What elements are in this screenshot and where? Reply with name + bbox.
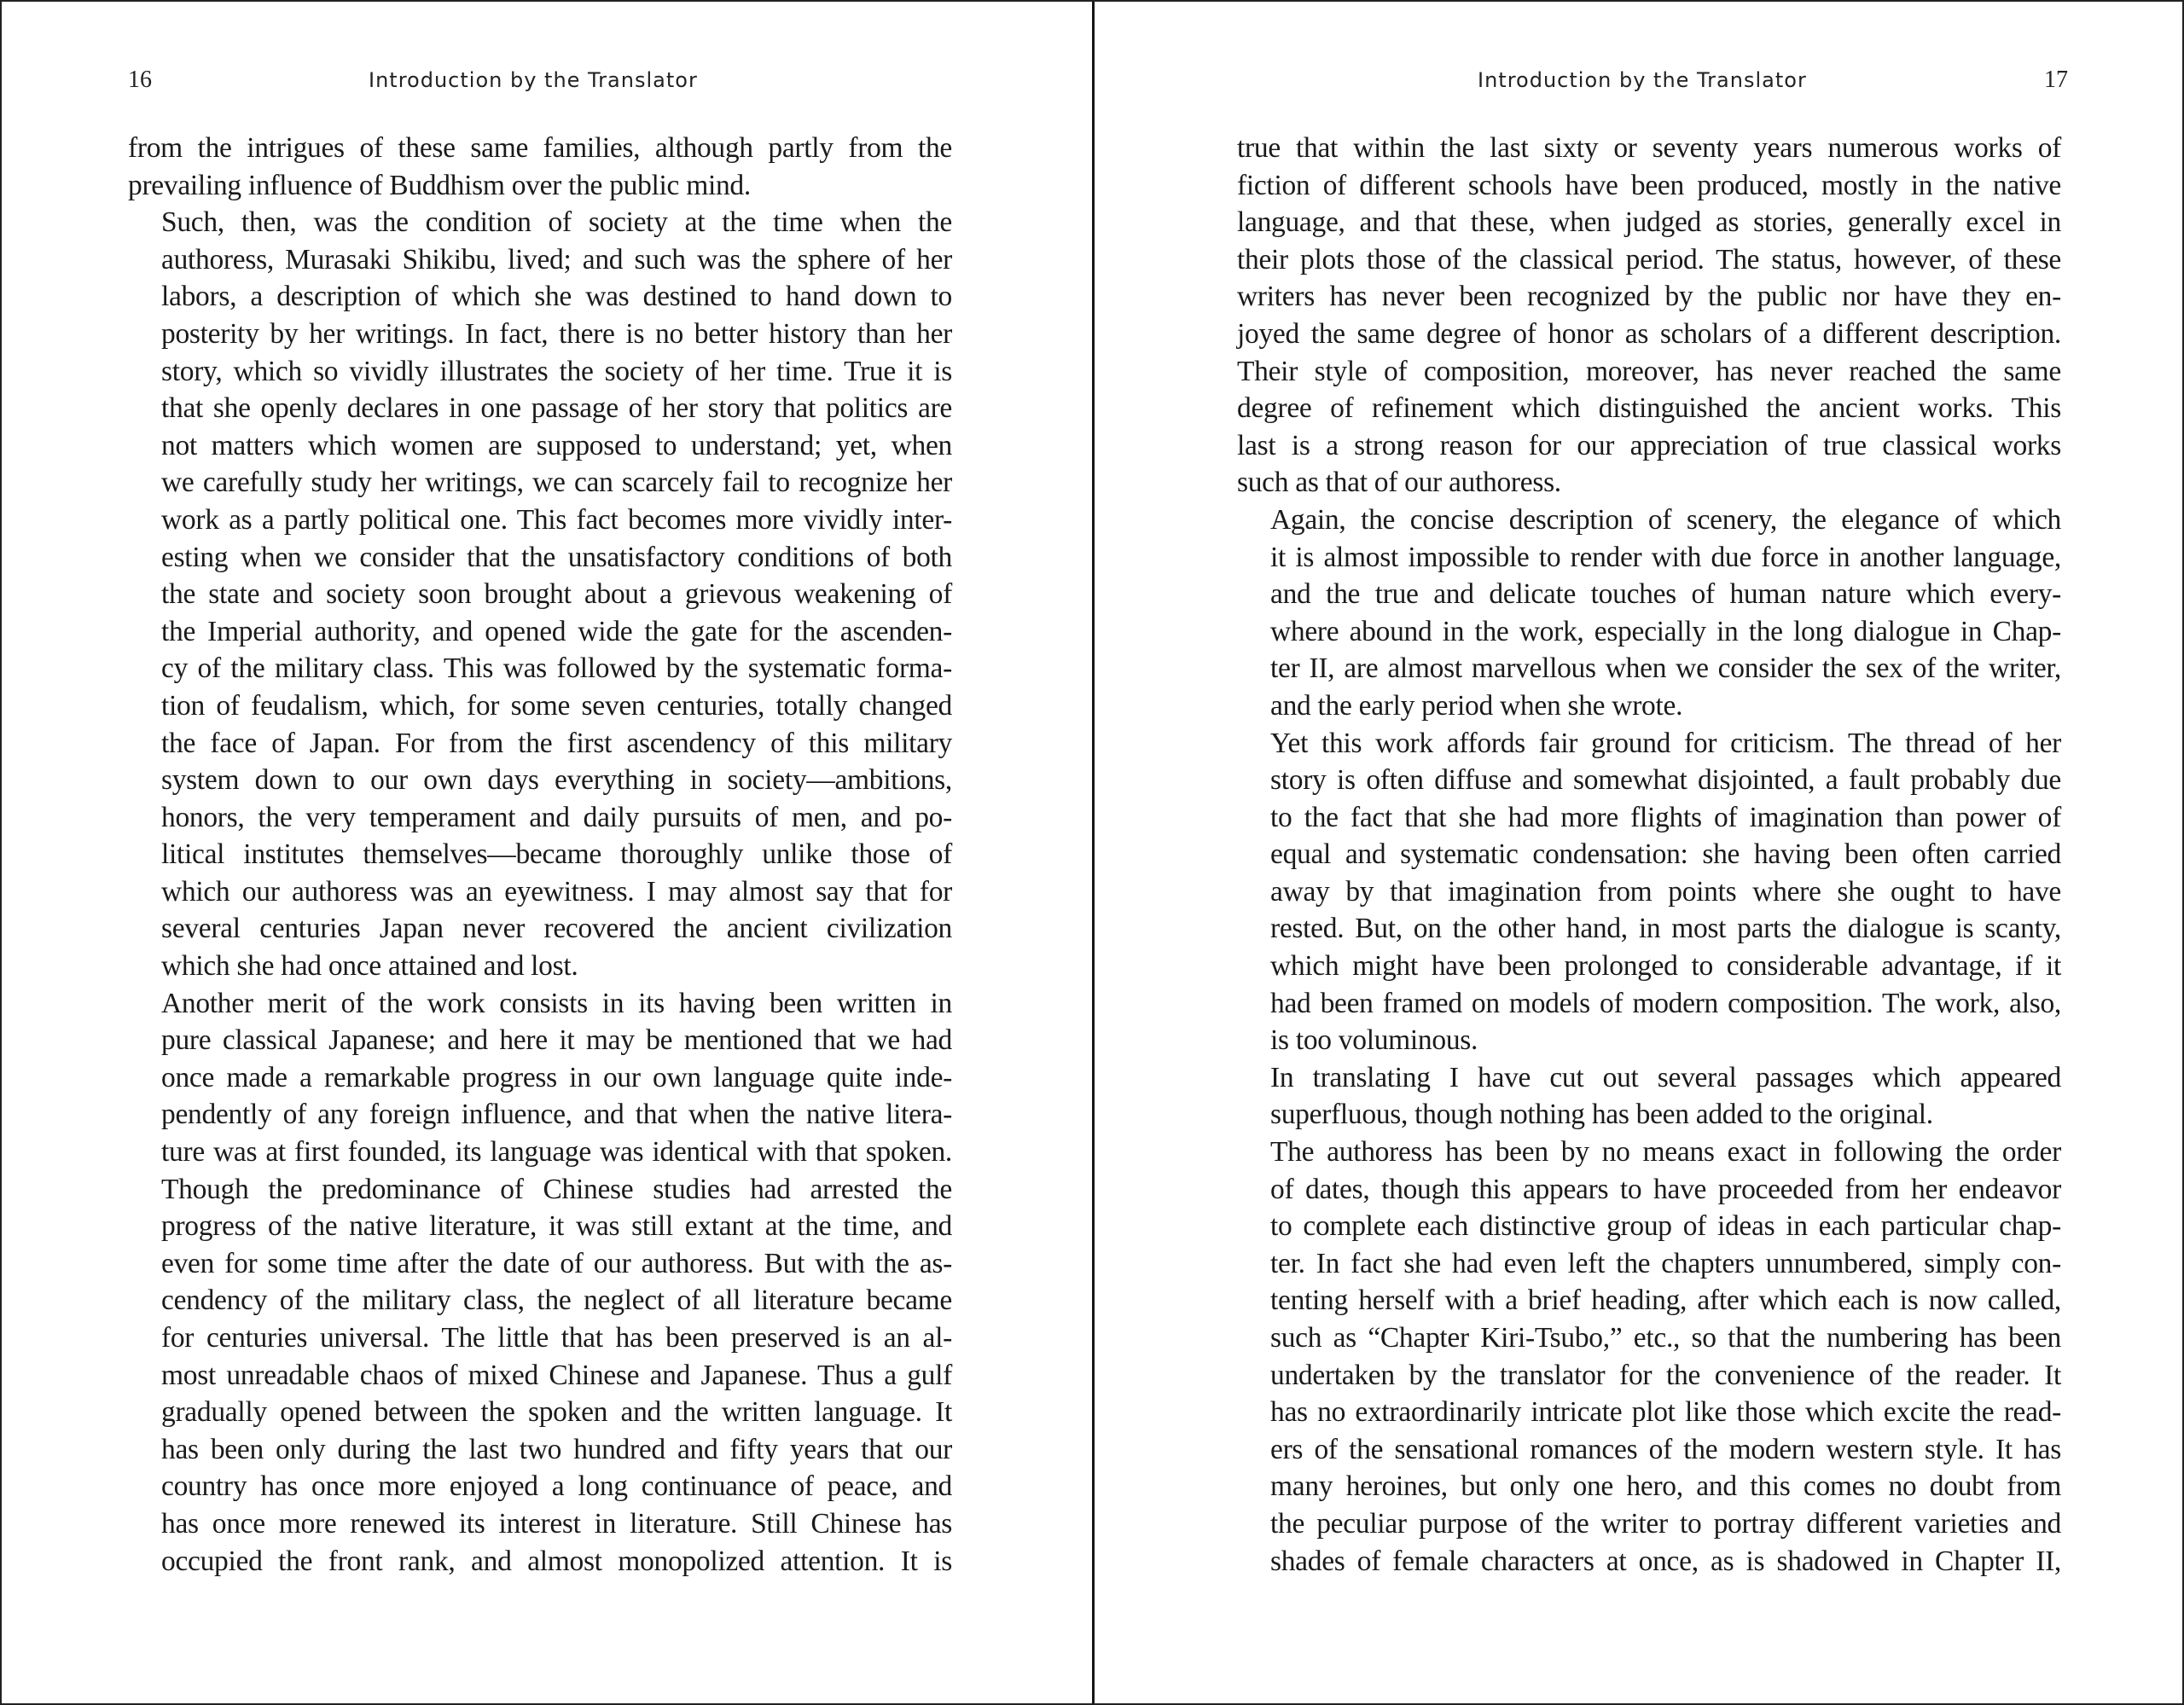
text-line: labors, a description of which she was destined to hand down to	[161, 281, 952, 313]
text-line: progress of the native literature, it was still extant at the time, and	[161, 1210, 952, 1243]
text-line: several centuries Japan never recovered the ancient civilization	[161, 913, 952, 945]
paragraph	[1237, 502, 2061, 725]
text-line: ers of the sensational romances of the modern western style. It has	[1270, 1433, 2061, 1465]
text-line: ter. In fact she had even left the chapters unnumbered, simply con-	[1270, 1247, 2061, 1279]
paragraph	[1237, 1059, 2061, 1134]
text-line: which our authoress was an eyewitness. I may almost say that for	[161, 875, 952, 908]
text-line: language, and that these, when judged as stories, generally excel in	[1237, 206, 2061, 239]
text-line: the Imperial authority, and opened wide the gate for the ascenden-	[161, 615, 952, 647]
text-line: gradually opened between the spoken and the written language. It	[161, 1396, 952, 1429]
paragraph	[1237, 725, 2061, 1059]
text-line: the peculiar purpose of the writer to portray different varieties and	[1270, 1507, 2061, 1540]
paragraph	[128, 204, 952, 984]
text-line: rested. But, on the other hand, in most parts the dialogue is scanty,	[1270, 913, 2061, 945]
text-line: for centuries universal. The little that has been preserved is an al-	[161, 1322, 952, 1354]
text-line: even for some time after the date of our authoress. But with the as-	[161, 1247, 952, 1279]
text-line: not matters which women are supposed to understand; yet, when	[161, 429, 952, 461]
text-line: story is often diffuse and somewhat disjointed, a fault probably due	[1270, 764, 2061, 797]
text-line: that she openly declares in one passage of her story that politics are	[161, 392, 952, 425]
text-line: most unreadable chaos of mixed Chinese and Japanese. Thus a gulf	[161, 1359, 952, 1391]
text-line: the state and society soon brought about a grievous weakening of	[161, 578, 952, 611]
text-line: from the intrigues of these same families, although partly from the	[128, 132, 952, 164]
text-line: we carefully study her writings, we can scarcely fail to recognize her	[161, 467, 952, 499]
text-line: Again, the concise description of scenery, the elegance of which	[1270, 503, 2061, 536]
text-line: their plots those of the classical period. The status, however, of these	[1237, 243, 2061, 275]
paragraph	[128, 985, 952, 1580]
text-line: ture was at first founded, its language was identical with that spoken.	[161, 1136, 952, 1169]
text-line: honors, the very temperament and daily pursuits of men, and po-	[161, 801, 952, 833]
text-line: tion of feudalism, which, for some seven centuries, totally changed	[161, 689, 952, 722]
body-text	[128, 130, 952, 1580]
text-line: of dates, though this appears to have proceeded from her endeavor	[1270, 1173, 2061, 1205]
page-number: 17	[2044, 67, 2068, 93]
text-line: true that within the last sixty or seventy years numerous works of	[1237, 132, 2061, 164]
text-line: joyed the same degree of honor as scholars of a different description.	[1237, 317, 2061, 350]
text-line: to complete each distinctive group of ideas in each particular chap-	[1270, 1210, 2061, 1243]
text-line: which might have been prolonged to considerable advantage, if it	[1270, 950, 2061, 983]
text-line: prevailing influence of Buddhism over the public mind.	[128, 169, 751, 201]
text-line: is too voluminous.	[1270, 1024, 1478, 1057]
text-line: cy of the military class. This was followed by the systematic forma-	[161, 652, 952, 685]
text-line: country has once more enjoyed a long continuance of peace, and	[161, 1470, 952, 1503]
text-line: Another merit of the work consists in its having been written in	[161, 987, 952, 1019]
running-head: Introduction by the Translator	[1478, 68, 1807, 92]
text-line: story, which so vividly illustrates the society of her time. True it is	[161, 355, 952, 387]
paragraph	[1237, 1134, 2061, 1580]
text-line: such as “Chapter Kiri-Tsubo,” etc., so that the numbering has been	[1270, 1322, 2061, 1354]
text-line: such as that of our authoress.	[1237, 467, 1561, 499]
text-line: pure classical Japanese; and here it may be mentioned that we had	[161, 1024, 952, 1057]
text-line: work as a partly political one. This fact becomes more vividly inter-	[161, 503, 952, 536]
text-line: esting when we consider that the unsatisfactory conditions of both	[161, 541, 952, 573]
text-line: it is almost impossible to render with due force in another language,	[1270, 541, 2061, 573]
paragraph	[128, 130, 952, 204]
text-line: has no extraordinarily intricate plot like those which excite the read-	[1270, 1396, 2061, 1429]
text-line: where abound in the work, especially in the long dialogue in Chap-	[1270, 615, 2061, 647]
left-page	[2, 2, 1092, 1703]
running-head: Introduction by the Translator	[369, 68, 698, 92]
text-line: has been only during the last two hundred and fifty years that our	[161, 1433, 952, 1465]
text-line: many heroines, but only one hero, and this comes no doubt from	[1270, 1470, 2061, 1503]
text-line: authoress, Murasaki Shikibu, lived; and such was the sphere of her	[161, 243, 952, 275]
text-line: to the fact that she had more flights of imagination than power of	[1270, 801, 2061, 833]
text-line: writers has never been recognized by the public nor have they en-	[1237, 281, 2061, 313]
text-line: pendently of any foreign influence, and that when the native litera-	[161, 1099, 952, 1131]
paragraph	[1237, 130, 2061, 502]
text-line: had been framed on models of modern composition. The work, also,	[1270, 987, 2061, 1019]
text-line: tenting herself with a brief heading, after which each is now called,	[1270, 1285, 2061, 1317]
text-line: degree of refinement which distinguished the ancient works. This	[1237, 392, 2061, 425]
text-line: and the true and delicate touches of human nature which every-	[1270, 578, 2061, 611]
text-line: last is a strong reason for our appreciation of true classical works	[1237, 429, 2061, 461]
page-number: 16	[128, 67, 152, 93]
body-text	[1237, 130, 2061, 1580]
text-line: Yet this work affords fair ground for criticism. The thread of her	[1270, 727, 2061, 759]
text-line: equal and systematic condensation: she having been often carried	[1270, 838, 2061, 871]
text-line: In translating I have cut out several passages which appeared	[1270, 1061, 2061, 1093]
text-line: ter II, are almost marvellous when we consider the sex of the writer,	[1270, 652, 2061, 685]
right-page	[1095, 2, 2182, 1703]
text-line: Such, then, was the condition of society at the time when the	[161, 206, 952, 239]
text-line: superfluous, though nothing has been added to the original.	[1270, 1099, 1933, 1131]
text-line: undertaken by the translator for the convenience of the reader. It	[1270, 1359, 2061, 1391]
text-line: the face of Japan. For from the first ascendency of this military	[161, 727, 952, 759]
text-line: system down to our own days everything in society—ambitions,	[161, 764, 952, 797]
text-line: cendency of the military class, the neglect of all literature became	[161, 1285, 952, 1317]
text-line: away by that imagination from points where she ought to have	[1270, 875, 2061, 908]
text-line: The authoress has been by no means exact in following the order	[1270, 1136, 2061, 1169]
text-line: and the early period when she wrote.	[1270, 689, 1683, 722]
text-line: Though the predominance of Chinese studies had arrested the	[161, 1173, 952, 1205]
text-line: Their style of composition, moreover, has never reached the same	[1237, 355, 2061, 387]
text-line: shades of female characters at once, as is shadowed in Chapter II,	[1270, 1545, 2061, 1577]
text-line: fiction of different schools have been produced, mostly in the native	[1237, 169, 2061, 201]
text-line: posterity by her writings. In fact, there is no better history than her	[161, 317, 952, 350]
text-line: occupied the front rank, and almost monopolized attention. It is	[161, 1545, 952, 1577]
text-line: litical institutes themselves—became thoroughly unlike those of	[161, 838, 952, 871]
text-line: which she had once attained and lost.	[161, 950, 578, 983]
text-line: once made a remarkable progress in our own language quite inde-	[161, 1061, 952, 1093]
text-line: has once more renewed its interest in literature. Still Chinese has	[161, 1507, 952, 1540]
